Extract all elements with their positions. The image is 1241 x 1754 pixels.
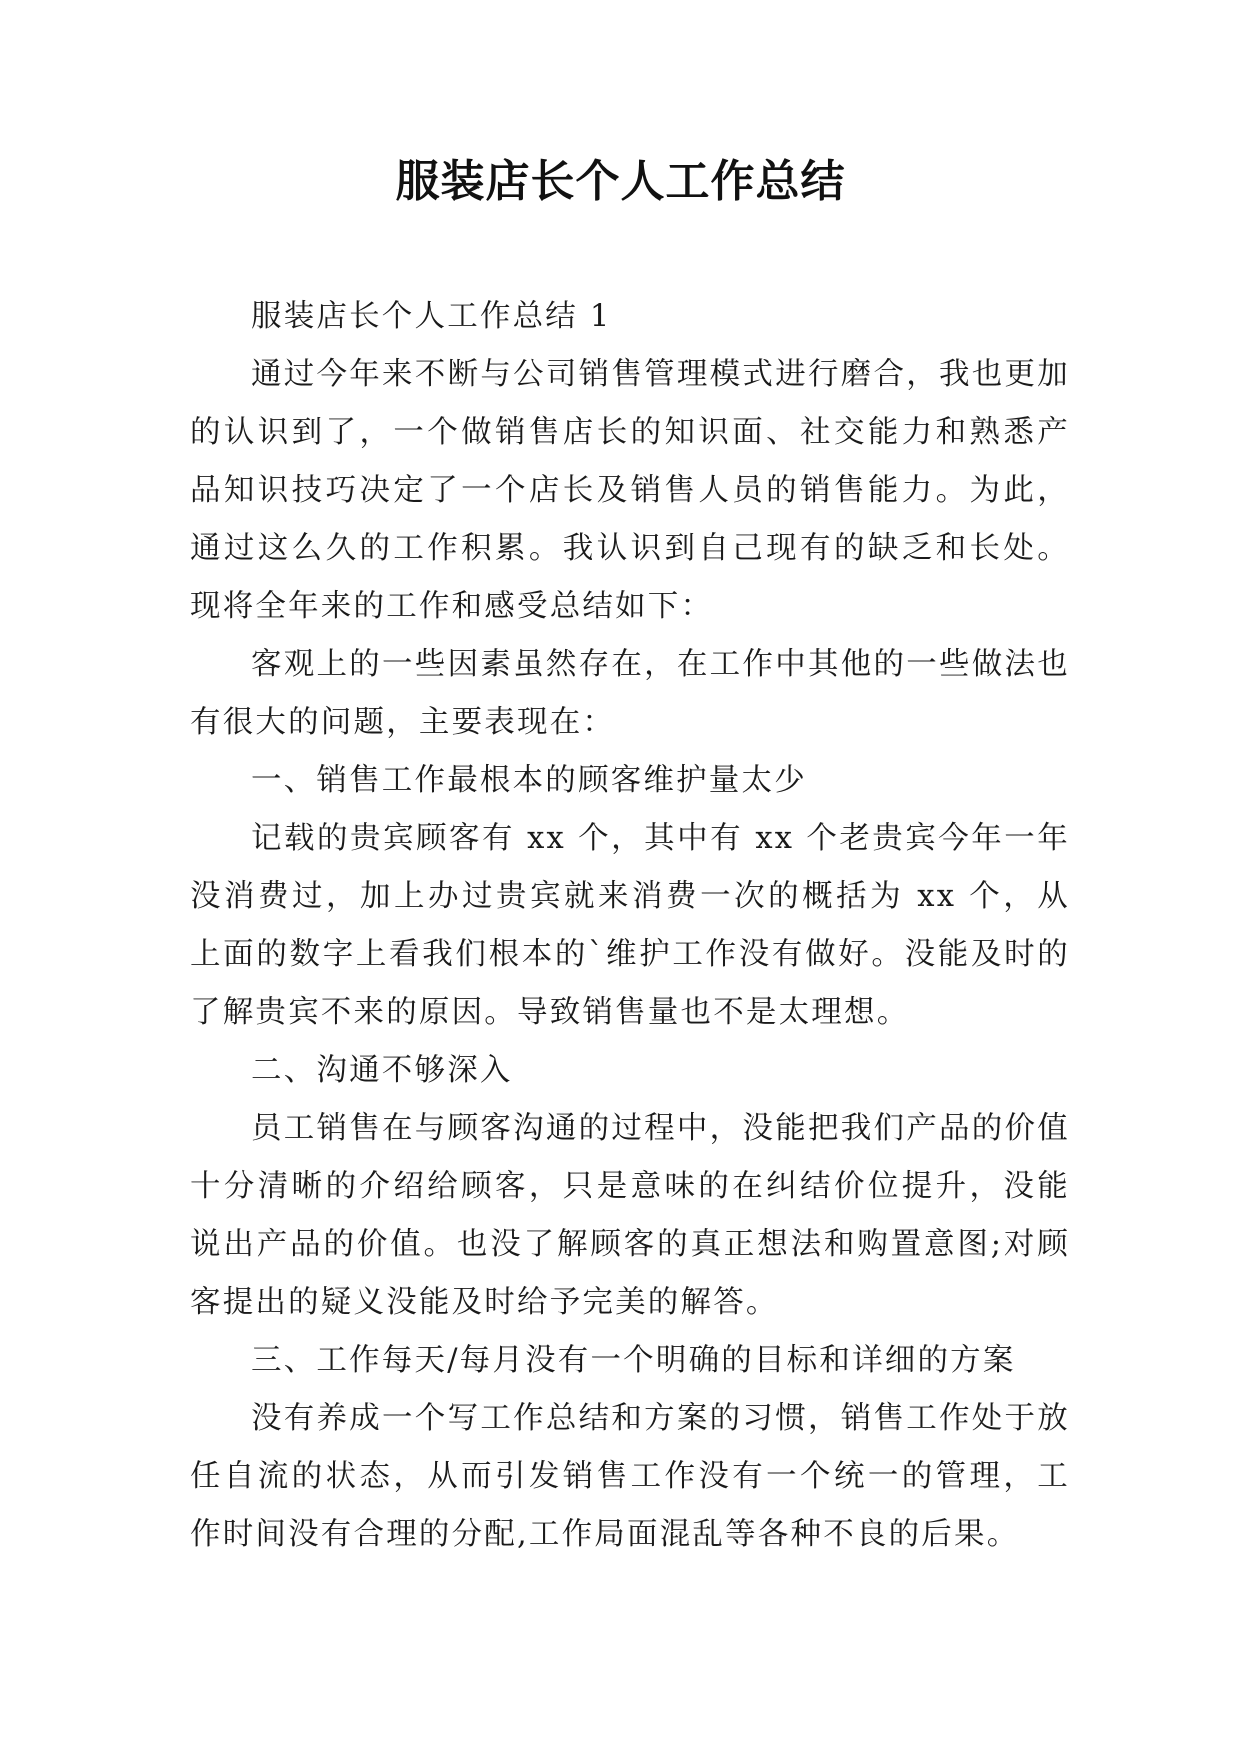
section-heading: 服装店长个人工作总结 1 [251, 299, 612, 334]
body-paragraph: 客观上的一些因素虽然存在，在工作中其他的一些做法也有很大的问题，主要表现在： [190, 647, 1070, 740]
body-paragraph: 员工销售在与顾客沟通的过程中，没能把我们产品的价值十分清晰的介绍给顾客，只是意味的在纠结价位提升，没能说出产品的价值。也没了解顾客的真正想法和购置意图;对顾客提出的疑义没能及时给予完美的解答。 [190, 1111, 1070, 1320]
section-heading: 二、沟通不够深入 [251, 1053, 513, 1088]
document-body [190, 288, 1070, 1564]
section-heading: 一、销售工作最根本的顾客维护量太少 [251, 763, 807, 798]
body-paragraph: 通过今年来不断与公司销售管理模式进行磨合，我也更加的认识到了，一个做销售店长的知识面、社交能力和熟悉产品知识技巧决定了一个店长及销售人员的销售能力。为此，通过这么久的工作积累。我认识到自己现有的缺乏和长处。现将全年来的工作和感受总结如下： [190, 357, 1070, 624]
body-paragraph: 没有养成一个写工作总结和方案的习惯，销售工作处于放任自流的状态，从而引发销售工作没有一个统一的管理，工作时间没有合理的分配,工作局面混乱等各种不良的后果。 [190, 1401, 1070, 1552]
body-paragraph: 记载的贵宾顾客有 xx 个，其中有 xx 个老贵宾今年一年没消费过，加上办过贵宾就来消费一次的概括为 xx 个，从上面的数字上看我们根本的`维护工作没有做好。没能及时的了解贵宾不来的原因。导致销售量也不是太理想。 [190, 821, 1070, 1030]
section-heading: 三、工作每天/每月没有一个明确的目标和详细的方案 [251, 1343, 1016, 1378]
document-title: 服装店长个人工作总结 [395, 156, 846, 207]
